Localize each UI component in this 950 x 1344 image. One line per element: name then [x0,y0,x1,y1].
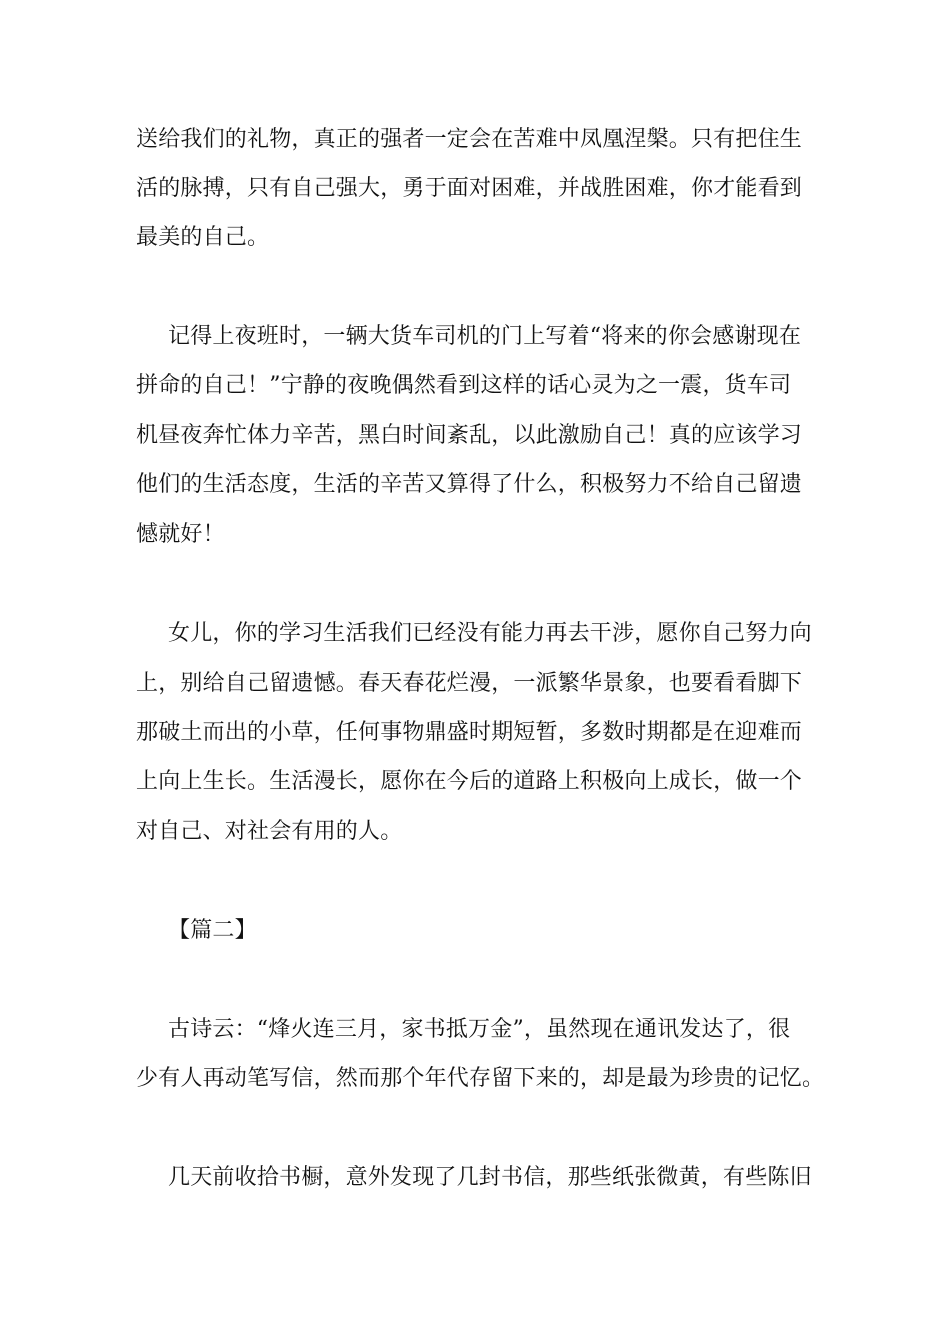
paragraph-line: 上，别给自己留遗憾。春天春花烂漫，一派繁华景象，也要看看脚下 [136,671,803,696]
paragraph-line: 少有人再动笔写信，然而那个年代存留下来的，却是最为珍贵的记忆。 [136,1066,825,1091]
paragraph-line: 女儿，你的学习生活我们已经没有能力再去干涉，愿你自己努力向 [168,621,812,646]
paragraph-line: 对自己、对社会有用的人。 [136,819,403,844]
paragraph-line: 机昼夜奔忙体力辛苦，黑白时间紊乱，以此激励自己！真的应该学习 [136,423,803,448]
paragraph-line: 那破土而出的小草，任何事物鼎盛时期短暂，多数时期都是在迎难而 [136,720,803,745]
paragraph-line: 最美的自己。 [136,225,270,250]
paragraph-line: 拼命的自己！”宁静的夜晚偶然看到这样的话心灵为之一震，货车司 [136,373,792,398]
paragraph-line: 几天前收拾书橱，意外发现了几封书信，那些纸张微黄，有些陈旧 [168,1165,812,1190]
paragraph-line: 他们的生活态度，生活的辛苦又算得了什么，积极努力不给自己留遗 [136,472,803,497]
paragraph-line: 上向上生长。生活漫长，愿你在今后的道路上积极向上成长，做一个 [136,769,803,794]
section-heading: 【篇二】 [168,918,257,943]
paragraph-line: 送给我们的礼物，真正的强者一定会在苦难中凤凰涅槃。只有把住生 [136,127,803,152]
paragraph-line: 憾就好！ [136,522,225,547]
paragraph-line: 古诗云：“烽火连三月，家书抵万金”，虽然现在通讯发达了，很 [168,1017,791,1042]
paragraph-line: 活的脉搏，只有自己强大，勇于面对困难，并战胜困难，你才能看到 [136,176,803,201]
paragraph-line: 记得上夜班时，一辆大货车司机的门上写着“将来的你会感谢现在 [168,324,802,349]
